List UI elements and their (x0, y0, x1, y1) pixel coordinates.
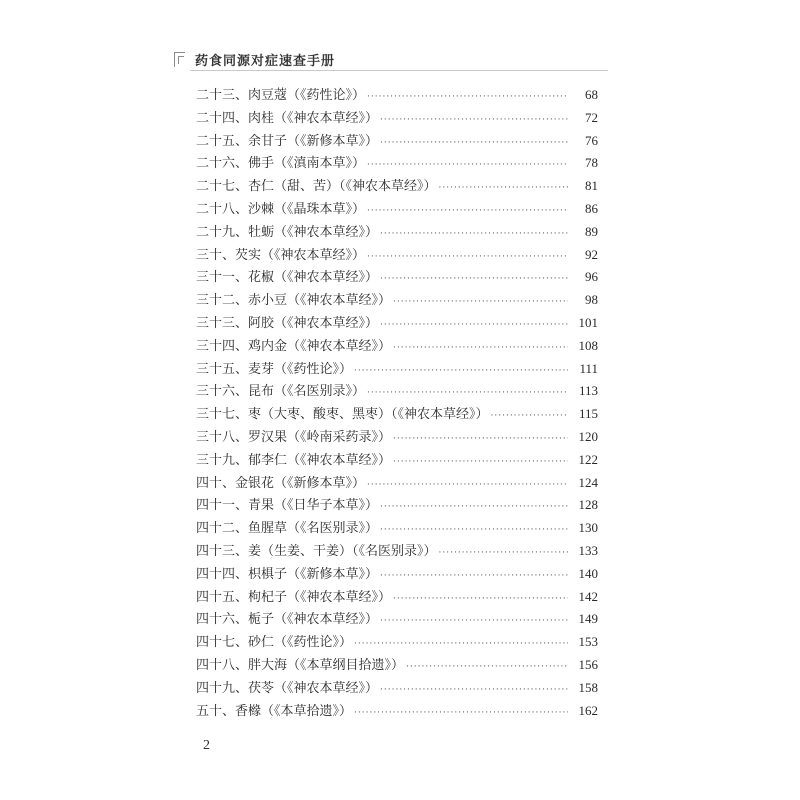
toc-entry[interactable] (196, 426, 598, 449)
toc-entry-page: 98 (585, 292, 598, 308)
toc-leader-dots (380, 565, 568, 588)
toc-entry[interactable] (196, 563, 598, 586)
toc-entry-title: 四十六、栀子（《神农本草经》） (196, 612, 379, 628)
toc-entry-page: 120 (578, 428, 598, 444)
toc-entry-title: 三十四、鸡内金（《神农本草经》） (196, 338, 392, 354)
toc-entry-title: 三十二、赤小豆（《神农本草经》） (196, 293, 392, 309)
toc-leader-dots (354, 633, 568, 656)
toc-entry-page: 108 (578, 337, 598, 353)
toc-entry-title: 三十三、阿胶（《神农本草经》） (196, 315, 379, 331)
toc-entry-title: 四十一、青果（《日华子本草》） (196, 498, 379, 514)
toc-entry-page: 122 (578, 451, 598, 467)
toc-leader-dots (367, 200, 568, 223)
toc-entry-title: 五十、香橼（《本草拾遗》） (196, 703, 353, 719)
table-of-contents (196, 84, 598, 722)
toc-entry-page: 130 (578, 520, 598, 536)
toc-leader-dots (367, 474, 568, 497)
toc-leader-dots (367, 86, 568, 109)
toc-entry-page: 149 (578, 611, 598, 627)
toc-entry-title: 三十、芡实（《神农本草经》） (196, 247, 366, 263)
toc-entry[interactable] (196, 289, 598, 312)
toc-entry-page: 113 (578, 383, 598, 399)
toc-entry-title: 三十一、花椒（《神农本草经》） (196, 270, 379, 286)
toc-entry-page: 78 (585, 155, 598, 171)
toc-entry[interactable] (196, 358, 598, 381)
toc-leader-dots (354, 360, 568, 383)
toc-entry[interactable] (196, 130, 598, 153)
toc-entry-title: 三十六、昆布（《名医别录》） (196, 384, 366, 400)
toc-entry[interactable] (196, 221, 598, 244)
toc-entry-title: 四十四、枳椇子（《新修本草》） (196, 566, 379, 582)
toc-leader-dots (380, 132, 568, 155)
toc-entry[interactable] (196, 449, 598, 472)
toc-leader-dots (380, 268, 568, 291)
toc-entry-title: 二十六、佛手（《滇南本草》） (196, 156, 366, 172)
toc-entry-title: 四十八、胖大海（《本草纲目拾遗》） (196, 657, 405, 673)
toc-entry-title: 四十、金银花（《新修本草》） (196, 475, 366, 491)
toc-leader-dots (491, 405, 568, 428)
toc-entry[interactable] (196, 335, 598, 358)
toc-entry[interactable] (196, 152, 598, 175)
toc-entry[interactable] (196, 312, 598, 335)
toc-entry-page: 158 (578, 679, 598, 695)
toc-entry[interactable] (196, 608, 598, 631)
toc-entry[interactable] (196, 677, 598, 700)
toc-leader-dots (393, 588, 568, 611)
toc-leader-dots (380, 519, 568, 542)
toc-leader-dots (380, 223, 568, 246)
running-header (168, 48, 608, 76)
toc-leader-dots (393, 451, 568, 474)
toc-entry-title: 三十九、郁李仁（《神农本草经》） (196, 452, 392, 468)
toc-entry[interactable] (196, 198, 598, 221)
toc-entry[interactable] (196, 472, 598, 495)
toc-entry-title: 二十四、肉桂（《神农本草经》） (196, 110, 379, 126)
toc-entry-page: 133 (578, 542, 598, 558)
toc-entry[interactable] (196, 107, 598, 130)
toc-entry-page: 68 (585, 87, 598, 102)
book-title: 药食同源对症速查手册 (195, 54, 336, 69)
toc-entry-page: 128 (578, 497, 598, 513)
toc-leader-dots (439, 177, 568, 200)
toc-entry[interactable] (196, 494, 598, 517)
toc-leader-dots (380, 314, 568, 337)
toc-entry-title: 二十九、牡蛎（《神农本草经》） (196, 224, 379, 240)
toc-entry-title: 二十八、沙棘（《晶珠本草》） (196, 201, 366, 217)
toc-entry-page: 156 (578, 656, 598, 672)
toc-entry-page: 81 (585, 178, 598, 194)
toc-leader-dots (406, 656, 568, 679)
toc-entry-page: 162 (578, 702, 598, 718)
toc-entry-title: 四十七、砂仁（《药性论》） (196, 635, 353, 651)
toc-entry-title: 四十二、鱼腥草（《名医别录》） (196, 521, 379, 537)
toc-entry-page: 86 (585, 200, 598, 216)
toc-leader-dots (367, 154, 568, 177)
toc-entry-title: 二十五、余甘子（《新修本草》） (196, 133, 379, 149)
toc-leader-dots (367, 382, 568, 405)
toc-entry[interactable] (196, 700, 598, 723)
toc-entry[interactable] (196, 517, 598, 540)
toc-leader-dots (393, 428, 568, 451)
toc-entry[interactable] (196, 403, 598, 426)
toc-entry-title: 四十三、姜（生姜、干姜）（《名医别录》） (196, 543, 437, 559)
toc-entry[interactable] (196, 244, 598, 267)
toc-leader-dots (439, 542, 568, 565)
toc-entry-title: 三十五、麦芽（《药性论》） (196, 361, 353, 377)
header-divider (190, 70, 608, 71)
toc-leader-dots (380, 496, 568, 519)
corner-ornament-icon (174, 52, 185, 67)
toc-entry[interactable] (196, 175, 598, 198)
toc-leader-dots (393, 291, 568, 314)
toc-entry[interactable] (196, 84, 598, 107)
toc-entry-page: 89 (585, 223, 598, 239)
toc-entry-page: 72 (585, 109, 598, 125)
toc-leader-dots (367, 246, 568, 269)
toc-entry[interactable] (196, 631, 598, 654)
toc-leader-dots (393, 337, 568, 360)
toc-entry-page: 96 (585, 269, 598, 285)
toc-entry-page: 140 (578, 565, 598, 581)
toc-entry-page: 142 (578, 588, 598, 604)
toc-entry[interactable] (196, 380, 598, 403)
toc-leader-dots (354, 702, 568, 725)
toc-entry-page: 115 (578, 406, 598, 422)
toc-entry-page: 111 (579, 360, 598, 376)
toc-entry-title: 三十八、罗汉果（《岭南采药录》） (196, 429, 392, 445)
toc-entry-page: 124 (578, 474, 598, 490)
toc-entry-page: 153 (578, 634, 598, 650)
toc-entry-title: 四十五、枸杞子（《神农本草经》） (196, 589, 392, 605)
toc-leader-dots (380, 610, 568, 633)
toc-entry-page: 101 (578, 314, 598, 330)
toc-entry-title: 四十九、茯苓（《神农本草经》） (196, 680, 379, 696)
toc-entry[interactable] (196, 266, 598, 289)
toc-leader-dots (380, 679, 568, 702)
toc-entry[interactable] (196, 586, 598, 609)
toc-leader-dots (380, 109, 568, 132)
toc-entry-page: 76 (585, 132, 598, 148)
toc-entry-title: 三十七、枣（大枣、酸枣、黑枣）（《神农本草经》） (196, 407, 489, 423)
toc-entry-page: 92 (585, 246, 598, 262)
toc-entry-title: 二十七、杏仁（甜、苦）（《神农本草经》） (196, 179, 437, 195)
toc-entry[interactable] (196, 540, 598, 563)
page-number: 2 (203, 738, 210, 753)
toc-entry-title: 二十三、肉豆蔻（《药性论》） (196, 88, 366, 103)
toc-entry[interactable] (196, 654, 598, 677)
